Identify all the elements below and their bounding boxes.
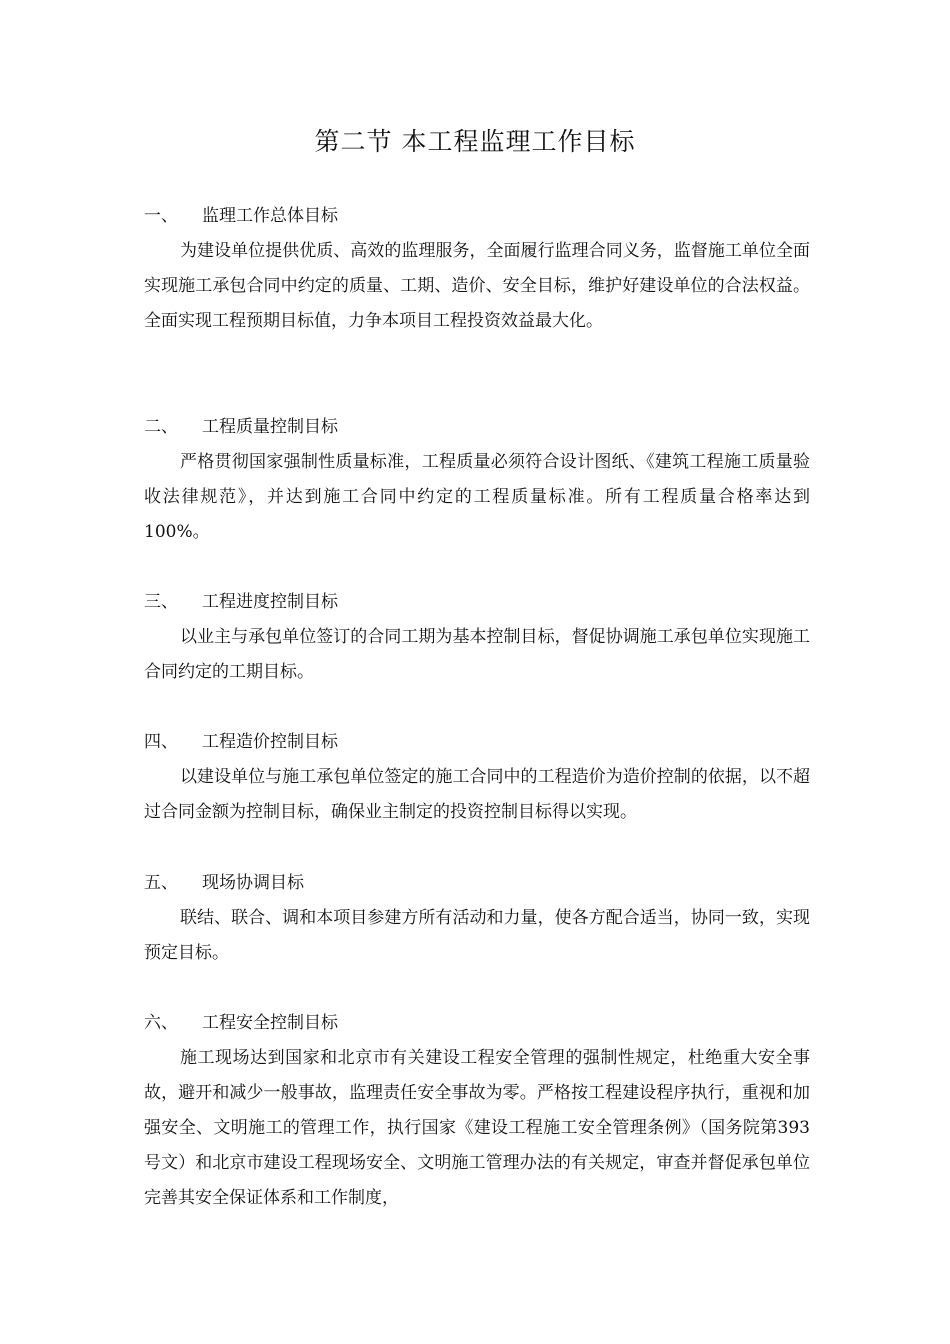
section-body: 为建设单位提供优质、高效的监理服务，全面履行监理合同义务，监督施工单位全面实现施工承包合同中约定的质量、工期、造价、安全目标，维护好建设单位的合法权益。全面实现工程预期目标值，力争本项目工程投资效益最大化。 — [144, 241, 810, 331]
section-heading — [144, 414, 810, 440]
section-heading — [144, 729, 810, 755]
section-title: 工程安全控制目标 — [202, 1013, 338, 1033]
section-cost-goal — [144, 729, 810, 830]
section-body: 施工现场达到国家和北京市有关建设工程安全管理的强制性规定，杜绝重大安全事故，避开和减少一般事故，监理责任安全事故为零。严格按工程建设程序执行，重视和加强安全、文明施工的管理工作，执行国家《建设工程施工安全管理条例》（国务院第393号文）和北京市建设工程现场安全、文明施工管理办法的有关规定，审查并督促承包单位完善其安全保证体系和工作制度， — [144, 1048, 810, 1208]
section-coordination-goal — [144, 870, 810, 971]
page-title: 第二节 本工程监理工作目标 — [314, 127, 636, 156]
section-title: 工程质量控制目标 — [202, 417, 338, 437]
section-quality-goal — [144, 414, 810, 550]
section-safety-goal — [144, 1010, 810, 1216]
section-number: 一、 — [144, 206, 178, 226]
section-number: 四、 — [144, 732, 178, 752]
section-number: 二、 — [144, 417, 178, 437]
section-body: 以业主与承包单位签订的合同工期为基本控制目标，督促协调施工承包单位实现施工合同约定的工期目标。 — [144, 627, 810, 682]
section-title: 监理工作总体目标 — [202, 206, 338, 226]
section-title: 现场协调目标 — [202, 873, 304, 893]
section-schedule-goal — [144, 589, 810, 690]
section-title: 工程进度控制目标 — [202, 592, 338, 612]
section-body: 严格贯彻国家强制性质量标准，工程质量必须符合设计图纸、《建筑工程施工质量验收法律规范》，并达到施工合同中约定的工程质量标准。所有工程质量合格率达到100%。 — [144, 452, 810, 542]
section-body: 以建设单位与施工承包单位签定的施工合同中的工程造价为造价控制的依据，以不超过合同金额为控制目标，确保业主制定的投资控制目标得以实现。 — [144, 767, 810, 822]
section-title: 工程造价控制目标 — [202, 732, 338, 752]
section-number: 三、 — [144, 592, 178, 612]
section-heading — [144, 1010, 810, 1036]
section-number: 六、 — [144, 1013, 178, 1033]
section-body: 联结、联合、调和本项目参建方所有活动和力量，使各方配合适当，协同一致，实现预定目标。 — [144, 908, 810, 963]
section-overall-goal — [144, 203, 810, 339]
section-number: 五、 — [144, 873, 178, 893]
section-heading — [144, 203, 810, 229]
section-heading — [144, 870, 810, 896]
section-heading — [144, 589, 810, 615]
